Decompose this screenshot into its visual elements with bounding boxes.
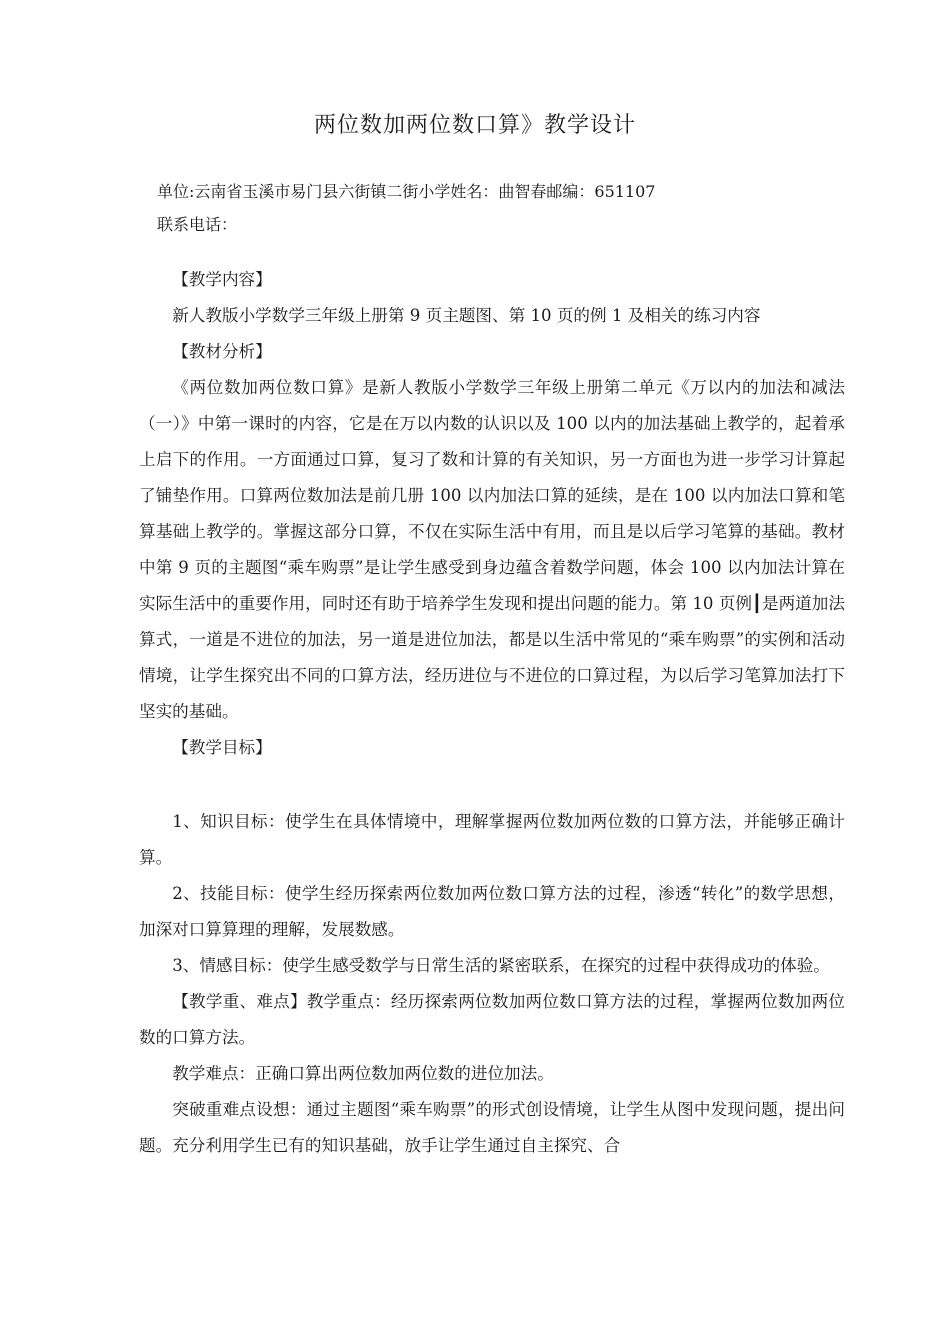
key-points-paragraph: 【教学重、难点】教学重点：经历探索两位数加两位数口算方法的过程，掌握两位数加两位数的口算方法。 <box>139 992 845 1047</box>
heading-teaching-goals: 【教学目标】 <box>172 738 272 757</box>
breakthrough-paragraph: 突破重难点设想：通过主题图“乘车购票”的形式创设情境，让学生从图中发现问题，提出问题。充分利用学生已有的知识基础，放手让学生通过自主探究、合 <box>139 1100 845 1155</box>
goal-emotion: 3、情感目标：使学生感受数学与日常生活的紧密联系，在探究的过程中获得成功的体验。 <box>172 956 830 975</box>
goal-knowledge: 1、知识目标：使学生在具体情境中，理解掌握两位数加两位数的口算方法，并能够正确计算。 <box>139 812 845 867</box>
author-info-line: 单位:云南省玉溪市易门县六街镇二街小学姓名：曲智春邮编：651107 <box>157 182 656 201</box>
teaching-content-paragraph: 新人教版小学数学三年级上册第 9 页主题图、第 10 页的例 1 及相关的练习内容 <box>172 306 761 325</box>
document-title: 两位数加两位数口算》教学设计 <box>313 113 636 138</box>
difficulty-paragraph: 教学难点：正确口算出两位数加两位数的进位加法。 <box>172 1064 554 1083</box>
blank-spacer <box>139 766 845 804</box>
heading-material-analysis: 【教材分析】 <box>172 342 272 361</box>
goal-skill: 2、技能目标：使学生经历探索两位数加两位数口算方法的过程，渗透“转化”的数学思想，加深对口算算理的理解，发展数感。 <box>139 884 845 939</box>
material-analysis-paragraph: 《两位数加两位数口算》是新人教版小学数学三年级上册第二单元《万以内的加法和减法（一）》中第一课时的内容，它是在万以内数的认识以及 100 以内的加法基础上教学的，起着承上启下的作用。一方面通过口算，复习了数和计算的有关知识，另一方面也为进一步学习计算起了铺垫作用。口算两位数加法是前几册 100 以内加法口算的延续，是在 100 以内加法口算和笔算基础上教学的。掌握这部分口算，不仅在实际生活中有用，而且是以后学习笔算的基础。教材中第 9 页的主题图“乘车购票”是让学生感受到身边蕴含着数学问题，体会 100 以内加法计算在实际生活中的重要作用，同时还有助于培养学生发现和提出问题的能力。第 10 页例┃是两道加法算式，一道是不进位的加法，另一道是进位加法，都是以生活中常见的“乘车购票”的实例和活动情境，让学生探究出不同的口算方法，经历进位与不进位的口算过程，为以后学习笔算加法打下坚实的基础。 <box>139 378 845 721</box>
contact-phone-line: 联系电话： <box>157 215 238 234</box>
document-body <box>139 262 845 1164</box>
heading-teaching-content: 【教学内容】 <box>172 270 272 289</box>
